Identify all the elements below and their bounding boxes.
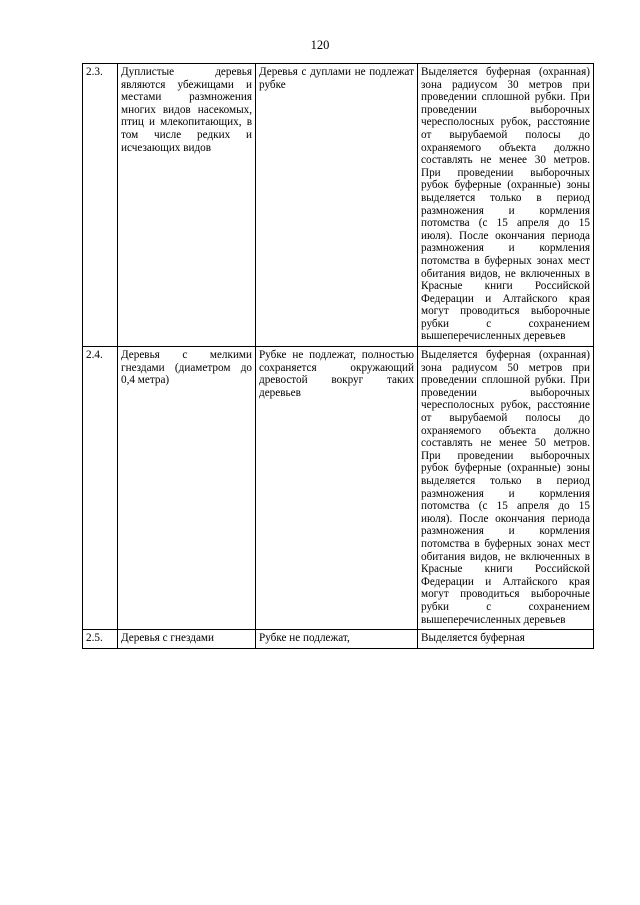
cutting-rule: Рубке не подлежат, [256, 630, 418, 649]
row-number: 2.3. [83, 64, 118, 347]
regulation-table [82, 63, 594, 649]
table-row [83, 630, 594, 649]
protected-object: Деревья с мелкими гнездами (диаметром до 0,4 метра) [118, 347, 256, 630]
buffer-zone-description: Выделяется буферная (охранная) зона радиусом 30 метров при проведении сплошной рубки. При проведении выборочных чересполосных рубок, расстояние от вырубаемой полосы до охраняемого объекта должно составлять не менее 30 метров. При проведении выборочных рубок буферные (охранные) зоны выделяется только в период размножения и кормления потомства (с 15 апреля до 15 июля). После окончания периода размножения и кормления потомства в буферных зонах мест обитания видов, не включенных в Красные книги Российской Федерации и Алтайского края могут проводиться выборочные рубки с сохранением вышеперечисленных деревьев [418, 64, 594, 347]
buffer-zone-description: Выделяется буферная [418, 630, 594, 649]
row-number: 2.4. [83, 347, 118, 630]
protected-object: Дуплистые деревья являются убежищами и местами размножения многих видов насекомых, птиц и млекопитающих, в том числе редких и исчезающих видов [118, 64, 256, 347]
row-number: 2.5. [83, 630, 118, 649]
cutting-rule: Деревья с дуплами не подлежат рубке [256, 64, 418, 347]
buffer-zone-description: Выделяется буферная (охранная) зона радиусом 50 метров при проведении сплошной рубки. При проведении выборочных чересполосных рубок, расстояние от вырубаемой полосы до охраняемого объекта должно составлять не менее 50 метров. При проведении выборочных рубок буферные (охранные) зоны выделяется только в период размножения и кормления потомства (с 15 апреля до 15 июля). После окончания периода размножения и кормления потомства в буферных зонах мест обитания видов, не включенных в Красные книги Российской Федерации и Алтайского края могут проводиться выборочные рубки с сохранением вышеперечисленных деревьев [418, 347, 594, 630]
protected-object: Деревья с гнездами [118, 630, 256, 649]
page-number: 120 [310, 38, 330, 52]
table-row [83, 64, 594, 347]
cutting-rule: Рубке не подлежат, полностью сохраняется окружающий древостой вокруг таких деревьев [256, 347, 418, 630]
table-row [83, 347, 594, 630]
